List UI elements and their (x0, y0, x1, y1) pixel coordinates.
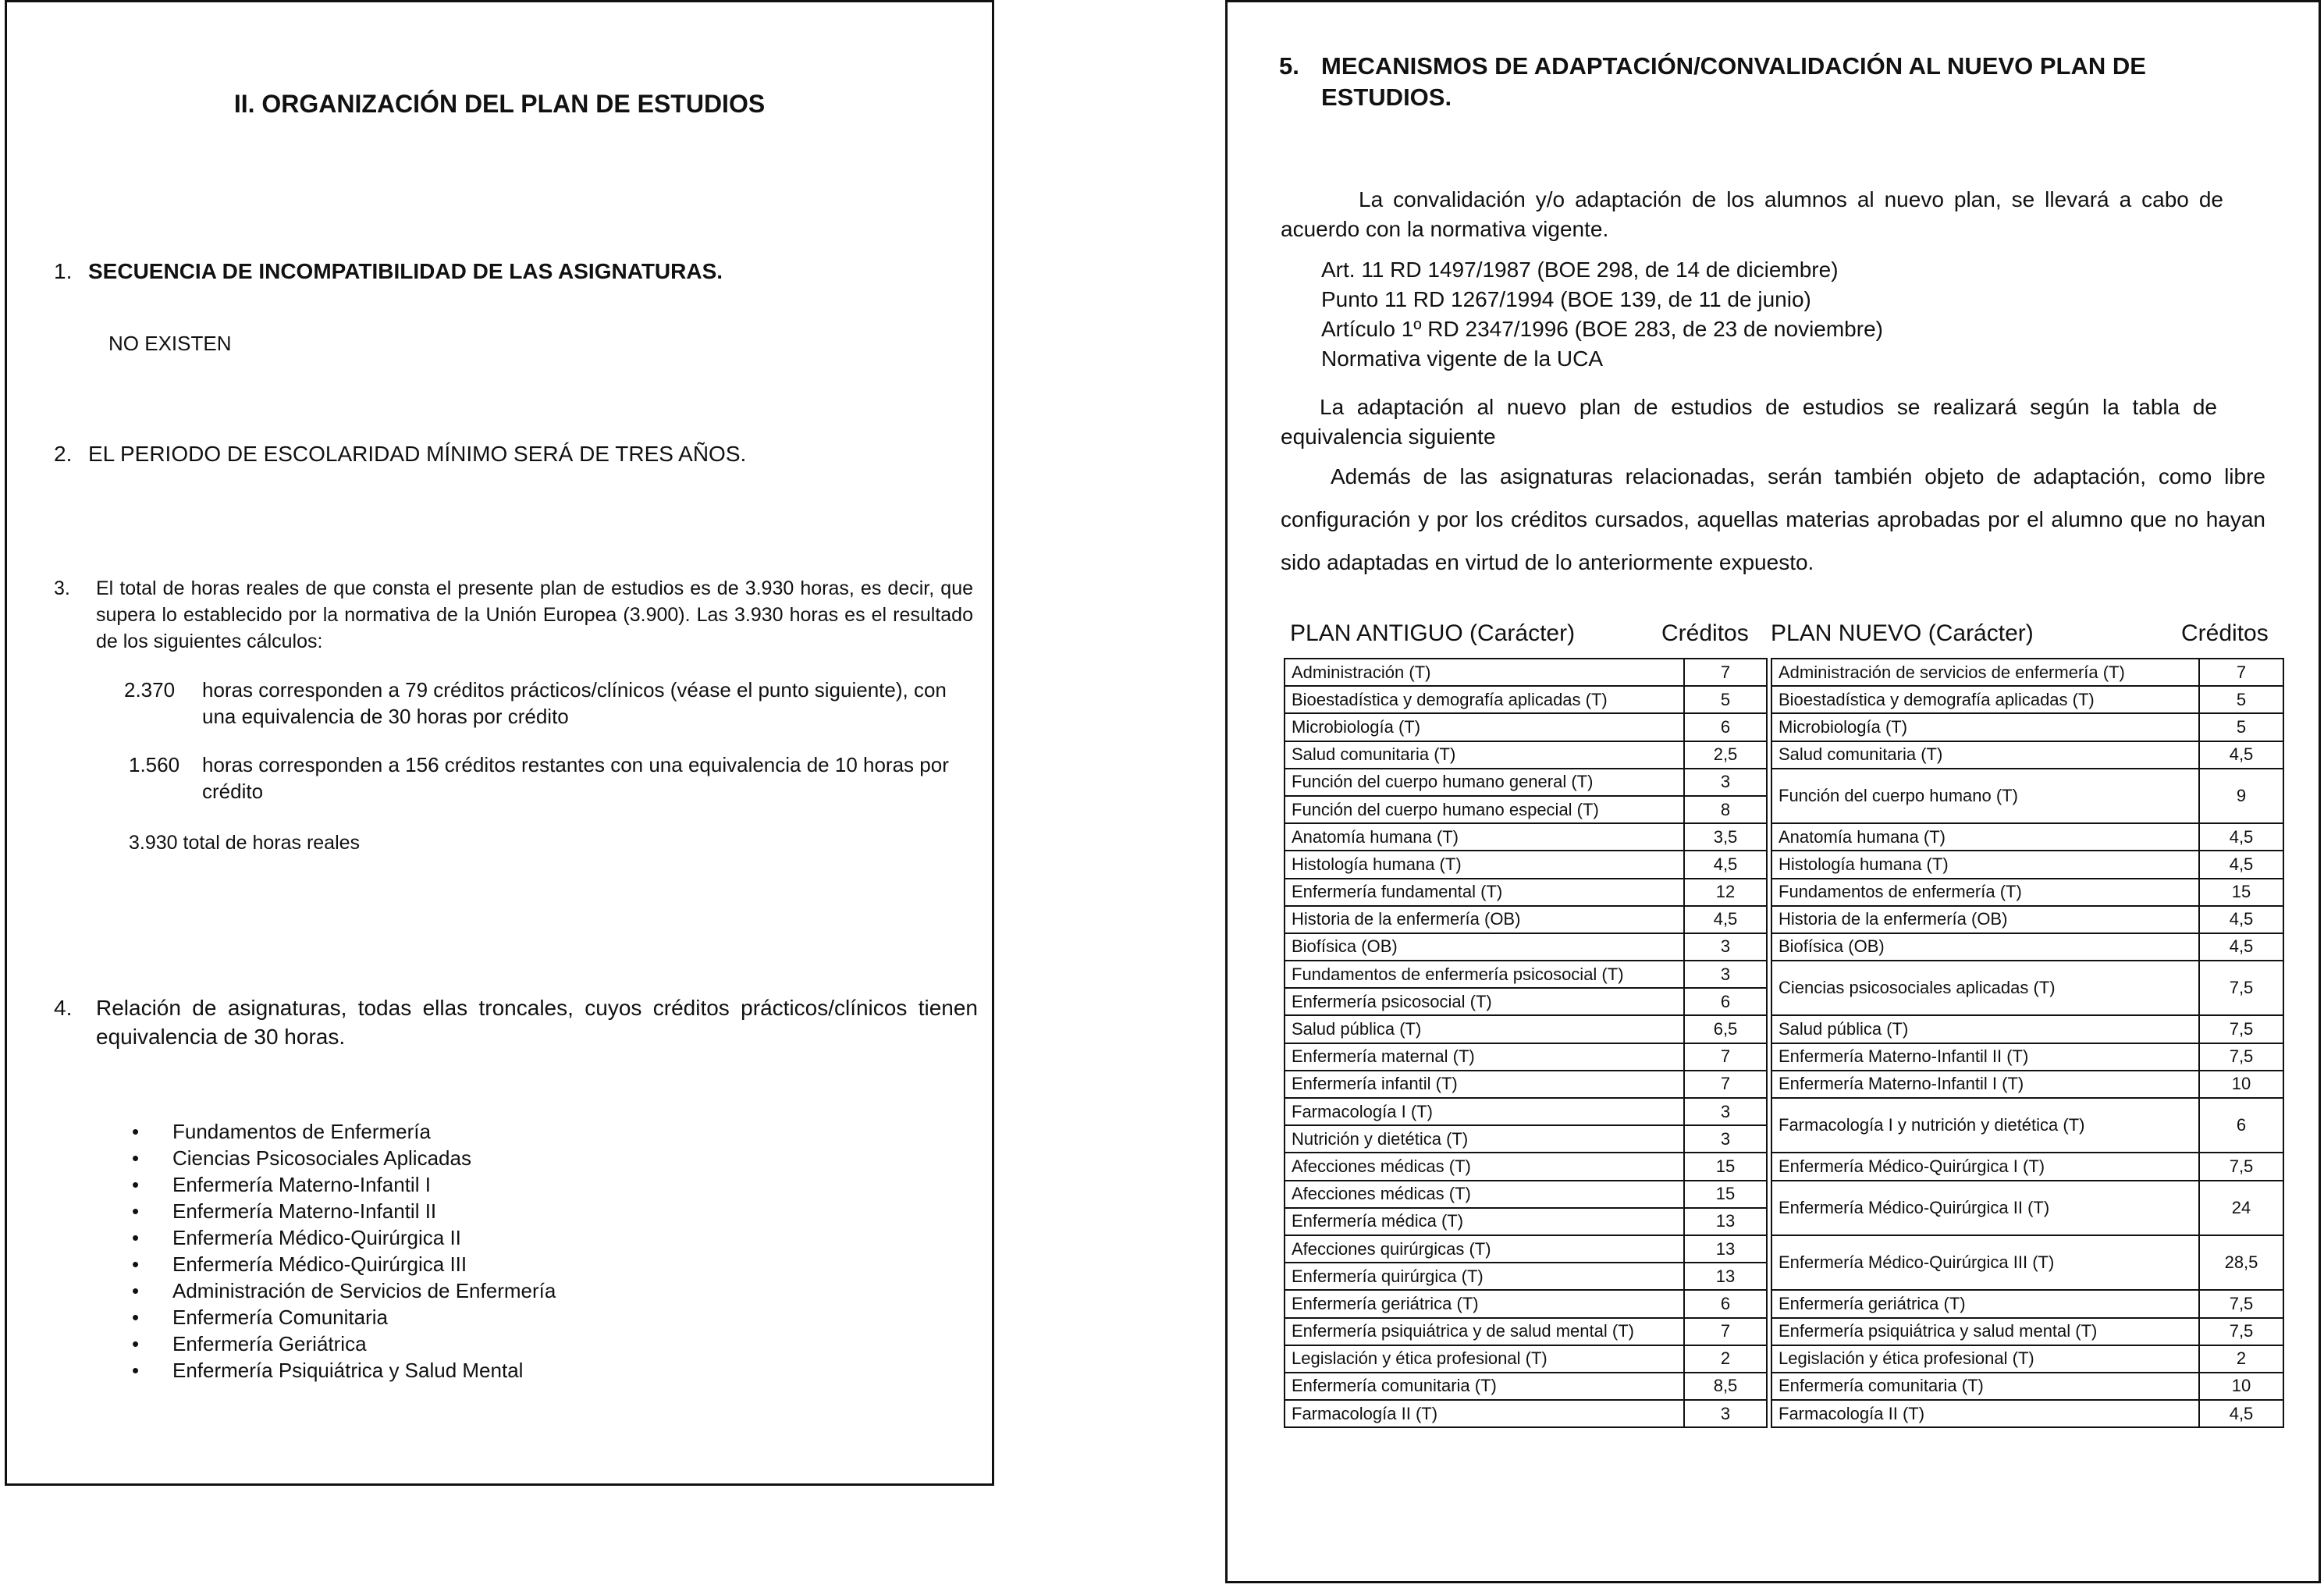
new-credits-cell: 7,5 (2199, 961, 2283, 1015)
old-subject-cell: Microbiología (T) (1285, 713, 1684, 741)
new-subject-cell: Salud comunitaria (T) (1771, 741, 2199, 769)
old-subject-cell: Anatomía humana (T) (1285, 823, 1684, 851)
table-row (1285, 1318, 2283, 1345)
new-subject-cell: Historia de la enfermería (OB) (1771, 906, 2199, 933)
new-credits-cell: 2 (2199, 1345, 2283, 1373)
old-credits-cell: 7 (1684, 1043, 1767, 1071)
old-subject-cell: Afecciones médicas (T) (1285, 1181, 1684, 1208)
new-subject-cell: Anatomía humana (T) (1771, 823, 2199, 851)
table-row (1285, 1043, 2283, 1071)
header-new-plan: PLAN NUEVO (Carácter) (1771, 620, 2034, 646)
section-number: 1. (54, 259, 73, 283)
table-row (1285, 1345, 2283, 1373)
paragraph-adaptacion: La adaptación al nuevo plan de estudios de estudios se realizará según la tabla de equivalencia siguiente (1281, 395, 2217, 449)
table-row (1285, 686, 2283, 713)
new-credits-cell: 4,5 (2199, 851, 2283, 878)
old-credits-cell: 4,5 (1684, 906, 1767, 933)
legal-reference: Normativa vigente de la UCA (1321, 346, 1604, 371)
column-gap (1767, 1125, 1771, 1153)
table-row (1285, 1015, 2283, 1043)
column-gap (1767, 1263, 1771, 1290)
column-gap (1767, 988, 1771, 1015)
section-body: El total de horas reales de que consta el presente plan de estudios es de 3.930 horas, es decir, que supera lo establecido por la normativa de la Unión Europea (3.900). Las 3.930 horas es el resultado de los siguientes cálculos: (96, 577, 973, 652)
new-subject-cell: Salud pública (T) (1771, 1015, 2199, 1043)
old-credits-cell: 3 (1684, 769, 1767, 796)
calc-1-text: horas corresponden a 79 créditos prácticos/clínicos (véase el punto siguiente), con una equivalencia de 30 horas por crédito (202, 678, 947, 728)
table-row (1285, 879, 2283, 906)
new-credits-cell: 10 (2199, 1071, 2283, 1098)
subject-list-item: • Administración de Servicios de Enfermería (132, 1277, 556, 1304)
old-credits-cell: 15 (1684, 1181, 1767, 1208)
left-page (5, 0, 994, 1486)
old-credits-cell: 2 (1684, 1345, 1767, 1373)
old-subject-cell: Legislación y ética profesional (T) (1285, 1345, 1684, 1373)
subject-list-item: • Fundamentos de Enfermería (132, 1118, 556, 1145)
paragraph-libre-configuracion: Además de las asignaturas relacionadas, serán también objeto de adaptación, como libre configuración y por los créditos cursados, aquellas materias aprobadas por el alumno que no hayan sido adaptadas en virtud de lo anteriormente expuesto. (1281, 464, 2265, 574)
old-credits-cell: 5 (1684, 686, 1767, 713)
new-subject-cell: Microbiología (T) (1771, 713, 2199, 741)
table-row (1285, 1153, 2283, 1180)
subject-list-item: • Ciencias Psicosociales Aplicadas (132, 1145, 556, 1171)
table-row (1285, 933, 2283, 961)
paragraph-convalidacion: La convalidación y/o adaptación de los alumnos al nuevo plan, se llevará a cabo de acuerdo con la normativa vigente. (1281, 187, 2223, 241)
table-row (1285, 851, 2283, 878)
new-credits-cell: 10 (2199, 1373, 2283, 1400)
table-row (1285, 906, 2283, 933)
table-row (1285, 1400, 2283, 1427)
old-credits-cell: 3 (1684, 1125, 1767, 1153)
new-subject-cell: Biofísica (OB) (1771, 933, 2199, 961)
header-new-credits: Créditos (2181, 620, 2269, 646)
subject-list-item: • Enfermería Psiquiátrica y Salud Mental (132, 1357, 556, 1384)
page-title: II. ORGANIZACIÓN DEL PLAN DE ESTUDIOS (233, 90, 766, 118)
subject-list-item: • Enfermería Materno-Infantil I (132, 1171, 556, 1198)
old-credits-cell: 6 (1684, 713, 1767, 741)
old-credits-cell: 3 (1684, 1400, 1767, 1427)
old-credits-cell: 6 (1684, 988, 1767, 1015)
table-row (1285, 1235, 2283, 1263)
new-credits-cell: 5 (2199, 686, 2283, 713)
old-credits-cell: 3,5 (1684, 823, 1767, 851)
new-subject-cell: Fundamentos de enfermería (T) (1771, 879, 2199, 906)
old-credits-cell: 4,5 (1684, 851, 1767, 878)
old-subject-cell: Salud pública (T) (1285, 1015, 1684, 1043)
section-number: 4. (54, 996, 73, 1020)
right-page (1225, 0, 2321, 1583)
new-credits-cell: 7,5 (2199, 1043, 2283, 1071)
section-heading: SECUENCIA DE INCOMPATIBILIDAD DE LAS ASIGNATURAS. (88, 259, 723, 283)
old-credits-cell: 8,5 (1684, 1373, 1767, 1400)
subject-list-item: • Enfermería Materno-Infantil II (132, 1198, 556, 1224)
header-old-plan: PLAN ANTIGUO (Carácter) (1290, 620, 1576, 646)
table-row (1285, 713, 2283, 741)
old-subject-cell: Función del cuerpo humano general (T) (1285, 769, 1684, 796)
new-credits-cell: 7 (2199, 659, 2283, 686)
new-credits-cell: 5 (2199, 713, 2283, 741)
table-row (1285, 1290, 2283, 1317)
old-subject-cell: Historia de la enfermería (OB) (1285, 906, 1684, 933)
new-credits-cell: 7,5 (2199, 1153, 2283, 1180)
legal-reference: Artículo 1º RD 2347/1996 (BOE 283, de 23 de noviembre) (1321, 317, 1883, 341)
section-body: Relación de asignaturas, todas ellas troncales, cuyos créditos prácticos/clínicos tienen equivalencia de 30 horas. (96, 996, 978, 1049)
new-subject-cell: Farmacología II (T) (1771, 1400, 2199, 1427)
new-subject-cell: Farmacología I y nutrición y dietética (T) (1771, 1098, 2199, 1153)
subject-list-item: • Enfermería Médico-Quirúrgica II (132, 1224, 556, 1251)
table-row (1285, 1071, 2283, 1098)
old-subject-cell: Enfermería psicosocial (T) (1285, 988, 1684, 1015)
section-1-body: NO EXISTEN (108, 332, 232, 355)
new-subject-cell: Enfermería Materno-Infantil II (T) (1771, 1043, 2199, 1071)
new-subject-cell: Enfermería Médico-Quirúrgica III (T) (1771, 1235, 2199, 1290)
new-subject-cell: Enfermería comunitaria (T) (1771, 1373, 2199, 1400)
old-subject-cell: Afecciones quirúrgicas (T) (1285, 1235, 1684, 1263)
calc-total: 3.930 total de horas reales (129, 832, 361, 854)
new-subject-cell: Administración de servicios de enfermería (T) (1771, 659, 2199, 686)
subject-list-item: • Enfermería Geriátrica (132, 1330, 556, 1357)
old-subject-cell: Afecciones médicas (T) (1285, 1153, 1684, 1180)
subject-list (132, 1118, 556, 1384)
calc-2-number: 1.560 (129, 753, 180, 776)
new-subject-cell: Ciencias psicosociales aplicadas (T) (1771, 961, 2199, 1015)
table-row (1285, 1181, 2283, 1208)
new-subject-cell: Enfermería Médico-Quirúrgica I (T) (1771, 1153, 2199, 1180)
subject-list-item: • Enfermería Comunitaria (132, 1304, 556, 1330)
new-subject-cell: Enfermería Materno-Infantil I (T) (1771, 1071, 2199, 1098)
old-credits-cell: 13 (1684, 1263, 1767, 1290)
new-credits-cell: 4,5 (2199, 741, 2283, 769)
new-subject-cell: Enfermería geriátrica (T) (1771, 1290, 2199, 1317)
new-subject-cell: Bioestadística y demografía aplicadas (T) (1771, 686, 2199, 713)
old-credits-cell: 7 (1684, 1318, 1767, 1345)
old-credits-cell: 13 (1684, 1235, 1767, 1263)
new-credits-cell: 4,5 (2199, 906, 2283, 933)
old-subject-cell: Enfermería infantil (T) (1285, 1071, 1684, 1098)
old-subject-cell: Farmacología II (T) (1285, 1400, 1684, 1427)
old-subject-cell: Enfermería comunitaria (T) (1285, 1373, 1684, 1400)
new-subject-cell: Función del cuerpo humano (T) (1771, 769, 2199, 823)
section-number: 5. (1279, 52, 1299, 80)
table-row (1285, 823, 2283, 851)
new-credits-cell: 4,5 (2199, 933, 2283, 961)
section-heading: MECANISMOS DE ADAPTACIÓN/CONVALIDACIÓN AL NUEVO PLAN DE ESTUDIOS. (1321, 52, 2146, 111)
new-credits-cell: 7,5 (2199, 1318, 2283, 1345)
subject-list-item: • Enfermería Médico-Quirúrgica III (132, 1251, 556, 1277)
old-credits-cell: 3 (1684, 1098, 1767, 1125)
column-gap (1767, 1208, 1771, 1235)
table-row (1285, 769, 2283, 796)
new-subject-cell: Legislación y ética profesional (T) (1771, 1345, 2199, 1373)
old-subject-cell: Histología humana (T) (1285, 851, 1684, 878)
table-row (1285, 961, 2283, 988)
new-credits-cell: 4,5 (2199, 1400, 2283, 1427)
new-credits-cell: 6 (2199, 1098, 2283, 1153)
new-credits-cell: 28,5 (2199, 1235, 2283, 1290)
new-credits-cell: 9 (2199, 769, 2283, 823)
new-subject-cell: Enfermería Médico-Quirúrgica II (T) (1771, 1181, 2199, 1235)
table-row (1285, 741, 2283, 769)
old-subject-cell: Biofísica (OB) (1285, 933, 1684, 961)
old-subject-cell: Bioestadística y demografía aplicadas (T) (1285, 686, 1684, 713)
old-credits-cell: 15 (1684, 1153, 1767, 1180)
old-credits-cell: 8 (1684, 796, 1767, 823)
new-credits-cell: 7,5 (2199, 1015, 2283, 1043)
old-subject-cell: Salud comunitaria (T) (1285, 741, 1684, 769)
old-credits-cell: 3 (1684, 933, 1767, 961)
new-credits-cell: 4,5 (2199, 823, 2283, 851)
section-heading: EL PERIODO DE ESCOLARIDAD MÍNIMO SERÁ DE TRES AÑOS. (88, 442, 747, 466)
old-credits-cell: 13 (1684, 1208, 1767, 1235)
old-subject-cell: Farmacología I (T) (1285, 1098, 1684, 1125)
calc-1-number: 2.370 (124, 678, 176, 702)
old-subject-cell: Enfermería quirúrgica (T) (1285, 1263, 1684, 1290)
table-row (1285, 1373, 2283, 1400)
old-credits-cell: 2,5 (1684, 741, 1767, 769)
old-subject-cell: Enfermería psiquiátrica y de salud mental (T) (1285, 1318, 1684, 1345)
header-old-credits: Créditos (1661, 620, 1749, 646)
table-row (1285, 1098, 2283, 1125)
section-number: 2. (54, 442, 73, 466)
new-subject-cell: Histología humana (T) (1771, 851, 2199, 878)
legal-references (1321, 255, 1883, 374)
equivalence-table (1284, 658, 2284, 1428)
old-subject-cell: Enfermería fundamental (T) (1285, 879, 1684, 906)
section-number: 3. (54, 577, 70, 599)
old-credits-cell: 7 (1684, 1071, 1767, 1098)
old-subject-cell: Enfermería maternal (T) (1285, 1043, 1684, 1071)
old-credits-cell: 3 (1684, 961, 1767, 988)
old-subject-cell: Administración (T) (1285, 659, 1684, 686)
legal-reference: Art. 11 RD 1497/1987 (BOE 298, de 14 de diciembre) (1321, 258, 1839, 282)
old-subject-cell: Fundamentos de enfermería psicosocial (T) (1285, 961, 1684, 988)
new-credits-cell: 7,5 (2199, 1290, 2283, 1317)
new-credits-cell: 24 (2199, 1181, 2283, 1235)
old-credits-cell: 12 (1684, 879, 1767, 906)
old-subject-cell: Enfermería geriátrica (T) (1285, 1290, 1684, 1317)
old-subject-cell: Enfermería médica (T) (1285, 1208, 1684, 1235)
legal-reference: Punto 11 RD 1267/1994 (BOE 139, de 11 de junio) (1321, 287, 1811, 311)
old-credits-cell: 6,5 (1684, 1015, 1767, 1043)
old-credits-cell: 6 (1684, 1290, 1767, 1317)
new-credits-cell: 15 (2199, 879, 2283, 906)
old-credits-cell: 7 (1684, 659, 1767, 686)
old-subject-cell: Función del cuerpo humano especial (T) (1285, 796, 1684, 823)
old-subject-cell: Nutrición y dietética (T) (1285, 1125, 1684, 1153)
calc-2-text: horas corresponden a 156 créditos restantes con una equivalencia de 10 horas por crédito (202, 753, 949, 803)
column-gap (1767, 796, 1771, 823)
table-row (1285, 659, 2283, 686)
new-subject-cell: Enfermería psiquiátrica y salud mental (T) (1771, 1318, 2199, 1345)
